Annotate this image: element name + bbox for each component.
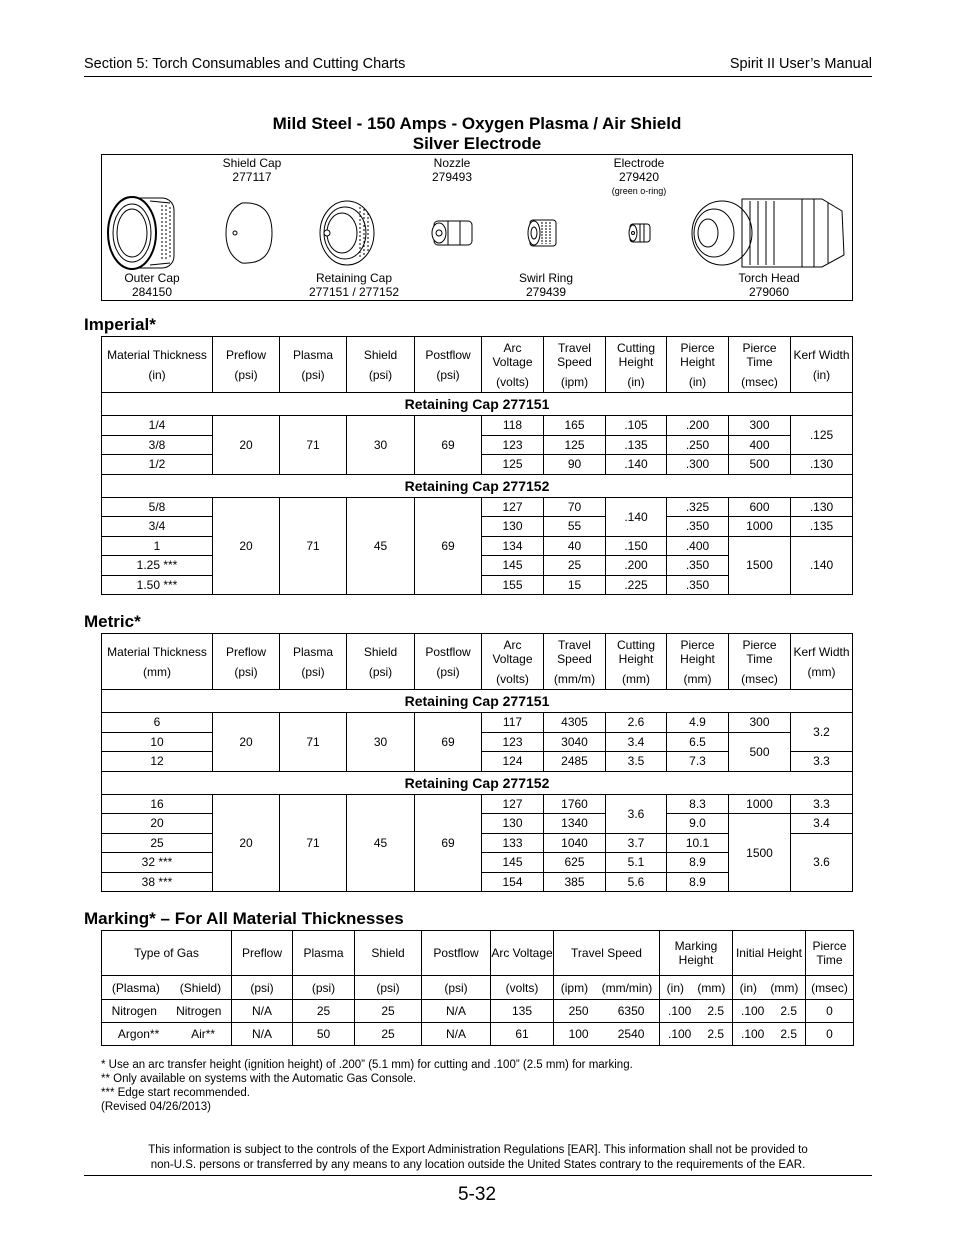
- electrode-label: Electrode 279420 (green o-ring): [611, 156, 667, 196]
- shield-cap-drawing: [226, 203, 272, 263]
- col-header: Pierce Time (msec): [729, 337, 791, 393]
- table-row: 3/4 130 55 .350 1000 .135: [102, 517, 853, 537]
- consumables-diagram: [101, 154, 853, 301]
- col-header: Preflow (psi): [213, 337, 280, 393]
- table-row: 6 20 71 30 69 117 4305 2.6 4.9 300 3.2: [102, 713, 853, 733]
- imperial-header-row: [102, 337, 853, 393]
- marking-units-row: (Plasma) (Shield) (psi) (psi) (psi) (psi) (volts) (ipm) (mm/min) (in) (mm) (in) (mm) (msec): [102, 976, 854, 1000]
- marking-heading: Marking* – For All Material Thicknesses: [84, 909, 404, 928]
- table-row: 20 130 1340 9.0 1500 3.4: [102, 814, 853, 834]
- chart-subtitle: Silver Electrode: [412, 134, 542, 153]
- table-row: 25 133 1040 3.7 10.1 3.6: [102, 833, 853, 853]
- table-row: 10 123 3040 3.4 6.5 500: [102, 732, 853, 752]
- marking-header-row: Type of Gas Preflow Plasma Shield Postflow Arc Voltage Travel Speed Marking Height Initial Height Pierce Time: [102, 931, 854, 976]
- table-row: 5/8 20 71 45 69 127 70 .140 .325 600 .130: [102, 497, 853, 517]
- marking-table: [101, 930, 854, 1046]
- col-header: Preflow (psi): [213, 634, 280, 690]
- parts-drawing: [102, 155, 852, 300]
- col-header: Cutting Height (mm): [606, 634, 667, 690]
- table-row: 1.25 *** 145 25 .200 .350: [102, 556, 853, 576]
- nozzle-drawing: [432, 221, 472, 245]
- torch-head-label: Torch Head 279060: [738, 271, 800, 299]
- chart-title: Mild Steel - 150 Amps - Oxygen Plasma / Air Shield: [272, 114, 682, 133]
- electrode-drawing: [629, 224, 650, 242]
- footnotes: [101, 1058, 633, 1114]
- retaining-cap-row: Retaining Cap 277152: [102, 474, 853, 497]
- retaining-cap-row: Retaining Cap 277151: [102, 393, 853, 416]
- retaining-cap-row: Retaining Cap 277152: [102, 771, 853, 794]
- outer-cap-label: Outer Cap 284150: [124, 271, 180, 299]
- page-header: [84, 56, 872, 77]
- metric-header-row: [102, 634, 853, 690]
- col-header: Travel Speed (mm/m): [544, 634, 606, 690]
- swirl-ring-label: Swirl Ring 279439: [518, 271, 573, 299]
- col-header: Material Thickness (in): [102, 337, 213, 393]
- shield-cap-label: Shield Cap 277117: [222, 156, 282, 184]
- col-header: Plasma (psi): [280, 634, 347, 690]
- col-header: Pierce Height (in): [667, 337, 729, 393]
- col-header: Plasma (psi): [280, 337, 347, 393]
- table-row: 3/8 123 125 .135 .250 400: [102, 435, 853, 455]
- revision-date: (Revised 04/26/2013): [101, 1101, 211, 1113]
- col-header: Shield (psi): [347, 337, 415, 393]
- table-row: 38 *** 154 385 5.6 8.9: [102, 872, 853, 892]
- table-row: 12 124 2485 3.5 7.3 3.3: [102, 752, 853, 772]
- col-header: Kerf Width (in): [791, 337, 853, 393]
- col-header: Kerf Width (mm): [791, 634, 853, 690]
- table-row: 1 134 40 .150 .400 1500 .140: [102, 536, 853, 556]
- retaining-cap-drawing: [320, 201, 374, 265]
- metric-heading: Metric*: [84, 612, 141, 631]
- table-row: 16 20 71 45 69 127 1760 3.6 8.3 1000 3.3: [102, 794, 853, 814]
- page-number: 5-32: [457, 1184, 497, 1205]
- col-header: Pierce Time (msec): [729, 634, 791, 690]
- col-header: Postflow (psi): [415, 337, 482, 393]
- table-row: Nitrogen Nitrogen N/A 25 25 N/A 135 250 6350 .100 2.5 .100 2.5 0: [102, 1000, 854, 1023]
- section-title: Section 5: Torch Consumables and Cutting Charts: [84, 56, 406, 72]
- manual-title: Spirit II User’s Manual: [729, 56, 872, 72]
- swirl-ring-drawing: [528, 220, 556, 246]
- table-row: 32 *** 145 625 5.1 8.9: [102, 853, 853, 873]
- col-header: Arc Voltage (volts): [482, 634, 544, 690]
- torch-head-drawing: [692, 199, 844, 267]
- col-header: Postflow (psi): [415, 634, 482, 690]
- footer-rule: [84, 1175, 872, 1176]
- retaining-cap-label: Retaining Cap 277151 / 277152: [308, 271, 400, 299]
- col-header: Cutting Height (in): [606, 337, 667, 393]
- nozzle-label: Nozzle 279493: [431, 156, 473, 184]
- imperial-table: [101, 336, 853, 595]
- footnote: * Use an arc transfer height (ignition height) of .200” (5.1 mm) for cutting and .100” (2.5 mm) for marking.: [101, 1059, 633, 1071]
- col-header: Shield (psi): [347, 634, 415, 690]
- retaining-cap-row: Retaining Cap 277151: [102, 690, 853, 713]
- footnote: *** Edge start recommended.: [101, 1087, 250, 1099]
- metric-table: [101, 633, 853, 892]
- imperial-heading: Imperial*: [84, 315, 156, 334]
- col-header: Travel Speed (ipm): [544, 337, 606, 393]
- table-row: 1/4 20 71 30 69 118 165 .105 .200 300 .125: [102, 416, 853, 436]
- col-header: Pierce Height (mm): [667, 634, 729, 690]
- col-header: Arc Voltage (volts): [482, 337, 544, 393]
- footnote: ** Only available on systems with the Automatic Gas Console.: [101, 1073, 417, 1085]
- table-row: Argon** Air** N/A 50 25 N/A 61 100 2540 .100 2.5 .100 2.5 0: [102, 1023, 854, 1046]
- table-row: 1.50 *** 155 15 .225 .350: [102, 575, 853, 595]
- table-row: 1/2 125 90 .140 .300 500 .130: [102, 455, 853, 475]
- col-header: Material Thickness (mm): [102, 634, 213, 690]
- outer-cap-drawing: [108, 197, 174, 269]
- ear-notice: This information is subject to the controls of the Export Administration Regulations [EAR]. This information shall not be provided to non-U.S. persons or transferred by any means to any location outside the United States contrary to the requirements of the EAR.: [148, 1144, 808, 1171]
